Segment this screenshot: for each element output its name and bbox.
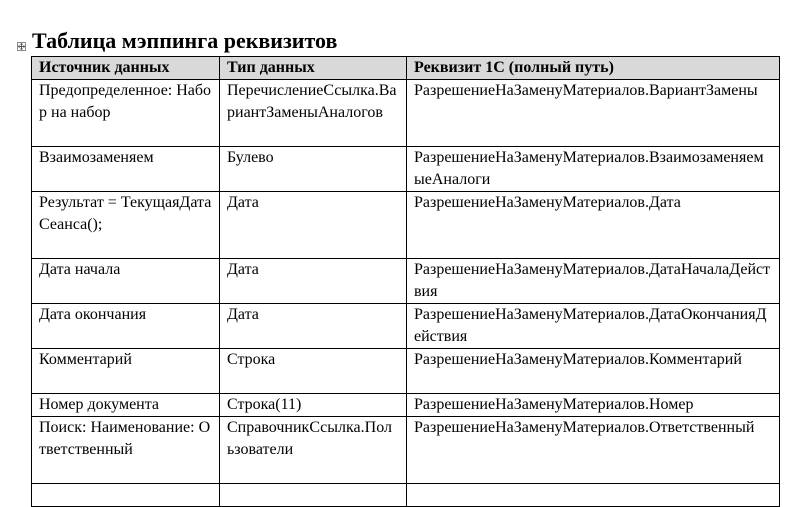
table-row — [32, 304, 780, 349]
table-row — [32, 259, 780, 304]
cell-data-source: Предопределенное: Набор на набор — [32, 80, 220, 147]
four-way-arrow-icon — [18, 43, 25, 50]
header-data-type: Тип данных — [220, 57, 407, 80]
cell-data-source: Поиск: Наименование: Ответственный — [32, 417, 220, 484]
cell-data-type: СправочникСсылка.Пользователи — [220, 417, 407, 484]
cell-1c-attribute: РазрешениеНаЗаменуМатериалов.ВариантЗамены — [407, 80, 780, 147]
table-row — [32, 192, 780, 259]
cell-1c-attribute: РазрешениеНаЗаменуМатериалов.Номер — [407, 394, 780, 417]
table-move-handle-icon[interactable] — [17, 42, 26, 51]
cell-data-type: Дата — [220, 192, 407, 259]
cell-data-type: Дата — [220, 304, 407, 349]
table-header-row — [32, 57, 780, 80]
document-title: Таблица мэппинга реквизитов — [32, 28, 338, 53]
cell-1c-attribute: РазрешениеНаЗаменуМатериалов.Дата — [407, 192, 780, 259]
header-1c-attribute-path: Реквизит 1С (полный путь) — [407, 57, 780, 80]
cell-data-type: Булево — [220, 147, 407, 192]
cell-data-type: Строка — [220, 349, 407, 394]
cell-1c-attribute: РазрешениеНаЗаменуМатериалов.Ответственный — [407, 417, 780, 484]
cell-data-source: Дата окончания — [32, 304, 220, 349]
table-row — [32, 394, 780, 417]
table-row — [32, 417, 780, 484]
cell-1c-attribute — [407, 484, 780, 507]
cell-data-type: Строка(11) — [220, 394, 407, 417]
header-data-source: Источник данных — [32, 57, 220, 80]
cell-data-type — [220, 484, 407, 507]
cell-data-source: Номер документа — [32, 394, 220, 417]
cell-1c-attribute: РазрешениеНаЗаменуМатериалов.ДатаОкончанияДействия — [407, 304, 780, 349]
cell-data-source: Результат = ТекущаяДатаСеанса(); — [32, 192, 220, 259]
cell-data-source: Взаимозаменяем — [32, 147, 220, 192]
cell-data-type: Дата — [220, 259, 407, 304]
table-row — [32, 349, 780, 394]
cell-1c-attribute: РазрешениеНаЗаменуМатериалов.ДатаНачалаДействия — [407, 259, 780, 304]
cell-data-source: Дата начала — [32, 259, 220, 304]
table-row — [32, 484, 780, 507]
cell-data-source: Комментарий — [32, 349, 220, 394]
table-row — [32, 147, 780, 192]
cell-1c-attribute: РазрешениеНаЗаменуМатериалов.Комментарий — [407, 349, 780, 394]
cell-data-type: ПеречислениеСсылка.ВариантЗаменыАналогов — [220, 80, 407, 147]
cell-1c-attribute: РазрешениеНаЗаменуМатериалов.ВзаимозаменяемыеАналоги — [407, 147, 780, 192]
mapping-table — [31, 56, 780, 507]
cell-data-source — [32, 484, 220, 507]
table-row — [32, 80, 780, 147]
